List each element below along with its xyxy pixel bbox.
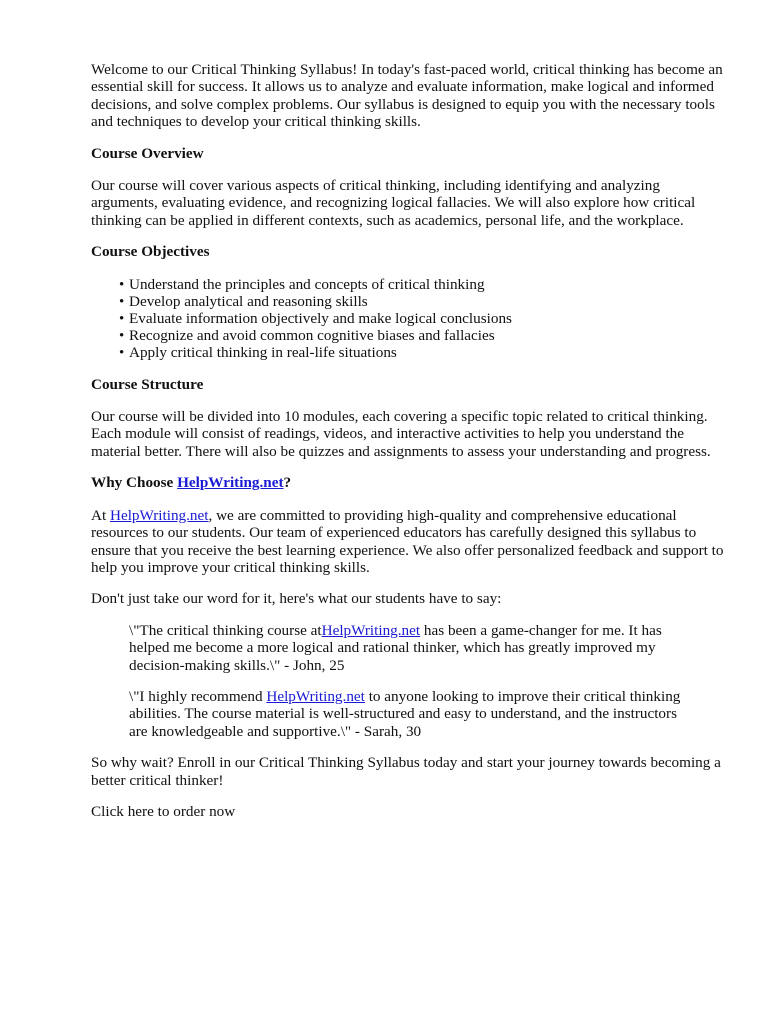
order-now-cta[interactable]: Click here to order now xyxy=(91,802,236,820)
testimonials-intro: Don't just take our word for it, here's what our students have to say: xyxy=(91,590,502,608)
course-structure-heading: Course Structure xyxy=(91,375,204,393)
why-choose-heading xyxy=(91,474,728,491)
list-item: • Apply critical thinking in real-life situations xyxy=(129,344,728,361)
list-item: • Recognize and avoid common cognitive biases and fallacies xyxy=(129,327,728,344)
closing-paragraph: So why wait? Enroll in our Critical Thinking Syllabus today and start your journey towards becoming a better critical thinker! xyxy=(91,754,721,789)
list-item: • Evaluate information objectively and make logical conclusions xyxy=(129,310,728,327)
course-overview-paragraph: Our course will cover various aspects of critical thinking, including identifying and analyzing arguments, evaluating evidence, and recognizing logical fallacies. We will also explore how critical thinking can be applied in different contexts, such as academics, personal life, and the workplace. xyxy=(91,177,696,229)
why-text-prefix: At xyxy=(91,506,110,524)
quote-prefix: \"The critical thinking course at xyxy=(129,621,322,639)
objectives-list xyxy=(91,276,728,362)
testimonial-quote xyxy=(129,622,689,674)
course-overview-heading: Course Overview xyxy=(91,144,204,162)
quote-rest: has been a game-changer for me. It has helped me become a more logical and rational thinker, which has greatly improved my decision-making skills.\" - John, 25 xyxy=(129,621,662,674)
why-choose-prefix: Why Choose xyxy=(91,474,178,492)
course-objectives-heading: Course Objectives xyxy=(91,243,210,261)
testimonial-quote xyxy=(129,688,689,740)
helpwriting-link[interactable]: HelpWriting.net xyxy=(109,506,209,524)
quote-prefix: \"I highly recommend xyxy=(129,687,267,705)
why-text-rest: , we are committed to providing high-quality and comprehensive educational resources to our students. Our team of experienced educators has carefully designed this syllabus to ensure that you receive the best learning experience. We also offer personalized feedback and support to help you improve your critical thinking skills. xyxy=(91,506,724,576)
why-choose-suffix: ? xyxy=(283,474,292,492)
why-choose-paragraph xyxy=(91,507,728,577)
helpwriting-link[interactable]: HelpWriting.net xyxy=(177,474,284,492)
intro-paragraph: Welcome to our Critical Thinking Syllabus! In today's fast-paced world, critical thinking has become an essential skill for success. It allows us to analyze and evaluate information, make logical and informed decisions, and solve complex problems. Our syllabus is designed to equip you with the necessary tools and techniques to develop your critical thinking skills. xyxy=(91,61,723,131)
helpwriting-link[interactable]: HelpWriting.net xyxy=(321,621,421,639)
course-structure-paragraph: Our course will be divided into 10 modules, each covering a specific topic related to critical thinking. Each module will consist of readings, videos, and interactive activities to help you understand the material better. There will also be quizzes and assignments to assess your understanding and progress. xyxy=(91,408,711,460)
list-item: • Develop analytical and reasoning skills xyxy=(129,293,728,310)
list-item: • Understand the principles and concepts of critical thinking xyxy=(129,276,728,293)
helpwriting-link[interactable]: HelpWriting.net xyxy=(266,687,365,705)
quote-rest: to anyone looking to improve their critical thinking abilities. The course material is well-structured and easy to understand, and the instructors are knowledgeable and supportive.\" - Sarah, 30 xyxy=(129,687,681,740)
